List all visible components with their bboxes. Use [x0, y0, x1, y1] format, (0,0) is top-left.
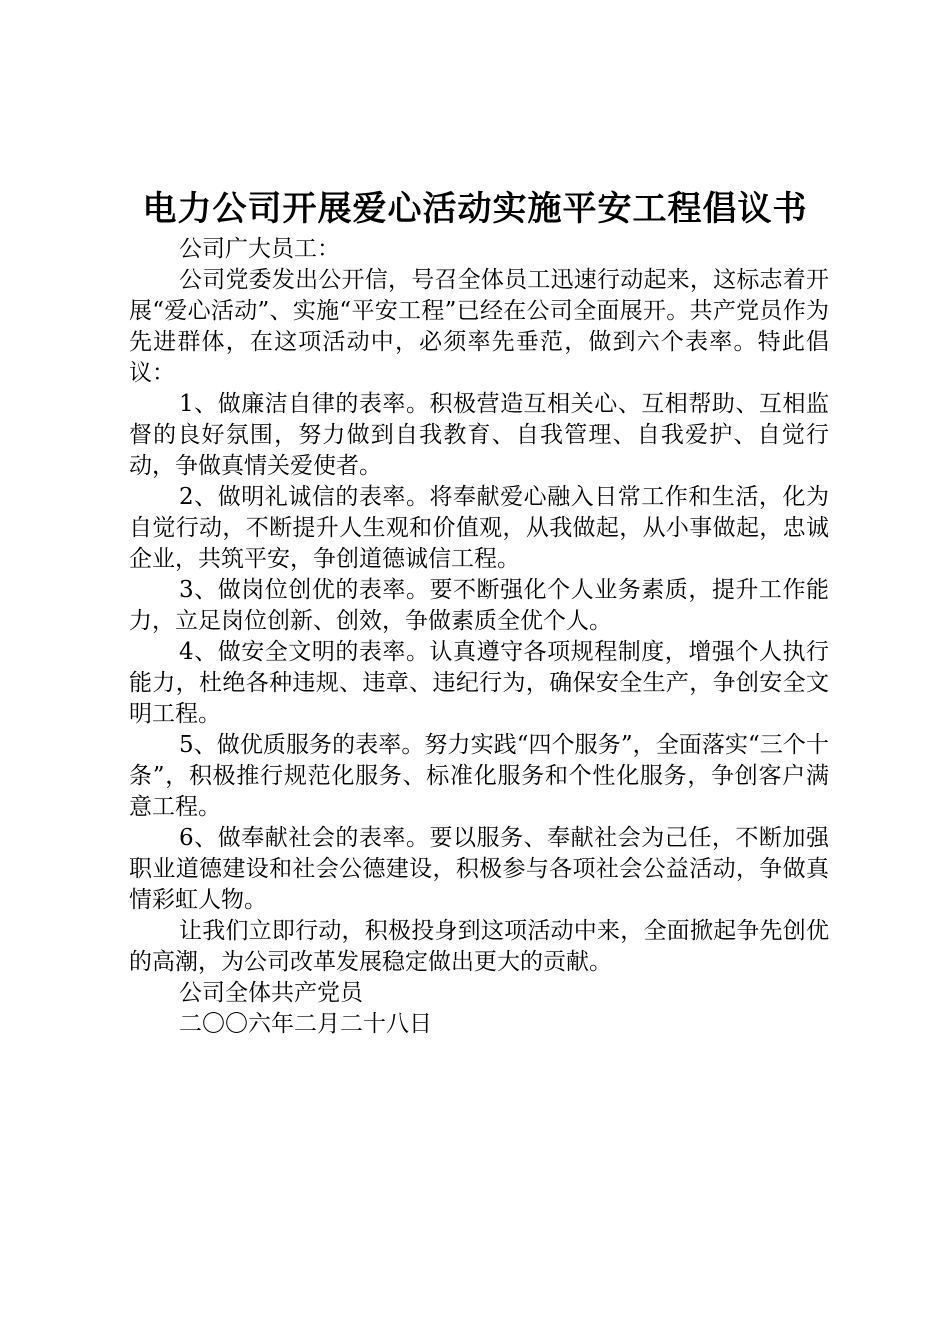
signature: 公司全体共产党员 — [179, 980, 363, 1006]
proposal-item-3: 3、做岗位创优的表率。要不断强化个人业务素质，提升工作能力，立足岗位创新、创效，争做素质全优个人。 — [129, 577, 829, 634]
proposal-item-5: 5、做优质服务的表率。努力实践“四个服务”，全面落实“三个十条”，积极推行规范化服务、标准化服务和个性化服务，争创客户满意工程。 — [129, 732, 829, 820]
document-body — [129, 234, 829, 1040]
date: 二〇〇六年二月二十八日 — [179, 1011, 432, 1037]
proposal-item-1: 1、做廉洁自律的表率。积极营造互相关心、互相帮助、互相监督的良好氛围，努力做到自我教育、自我管理、自我爱护、自觉行动，争做真情关爱使者。 — [129, 391, 829, 479]
proposal-item-2: 2、做明礼诚信的表率。将奉献爱心融入日常工作和生活，化为自觉行动，不断提升人生观和价值观，从我做起，从小事做起，忠诚企业，共筑平安，争创道德诚信工程。 — [129, 484, 829, 572]
salutation: 公司广大员工： — [179, 236, 340, 262]
closing-paragraph: 让我们立即行动，积极投身到这项活动中来，全面掀起争先创优的高潮，为公司改革发展稳定做出更大的贡献。 — [129, 918, 829, 975]
proposal-item-4: 4、做安全文明的表率。认真遵守各项规程制度，增强个人执行能力，杜绝各种违规、违章、违纪行为，确保安全生产，争创安全文明工程。 — [129, 639, 829, 727]
document-title: 电力公司开展爱心活动实施平安工程倡议书 — [142, 189, 808, 229]
proposal-item-6: 6、做奉献社会的表率。要以服务、奉献社会为己任，不断加强职业道德建设和社会公德建设，积极参与各项社会公益活动，争做真情彩虹人物。 — [129, 825, 829, 913]
intro-paragraph: 公司党委发出公开信，号召全体员工迅速行动起来，这标志着开展“爱心活动”、实施“平安工程”已经在公司全面展开。共产党员作为先进群体，在这项活动中，必须率先垂范，做到六个表率。特此倡议： — [129, 267, 829, 386]
